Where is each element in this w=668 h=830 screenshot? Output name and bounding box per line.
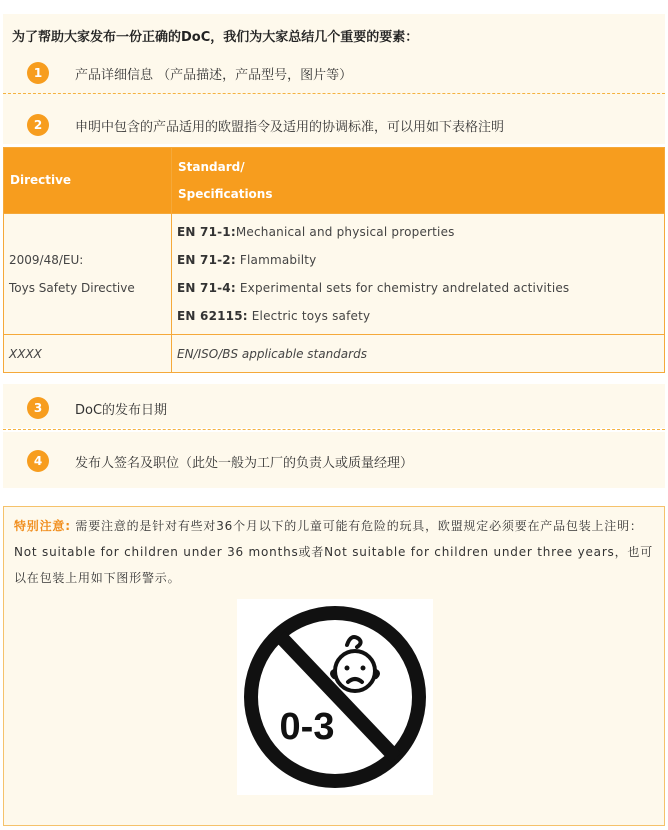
standard-item bbox=[177, 218, 659, 246]
special-note-label: 特别注意: bbox=[14, 519, 71, 533]
step-number-badge: 3 bbox=[27, 397, 49, 419]
directive-code: 2009/48/EU: bbox=[9, 253, 84, 267]
step-text: 发布人签名及职位（此处一般为工厂的负责人或质量经理） bbox=[75, 456, 414, 471]
header-standard-line1: Standard/ bbox=[178, 159, 245, 174]
warning-icon-frame bbox=[237, 599, 433, 795]
step-1 bbox=[3, 54, 665, 92]
step-number-badge: 2 bbox=[27, 114, 49, 136]
special-note-text bbox=[14, 513, 656, 591]
header-directive: Directive bbox=[4, 148, 172, 214]
step-2 bbox=[3, 96, 665, 144]
table-header-row bbox=[4, 148, 665, 214]
standard-code: EN 71-2: bbox=[177, 253, 236, 267]
step-text: 申明中包含的产品适用的欧盟指令及适用的协调标准，可以用如下表格注明 bbox=[75, 120, 505, 135]
special-note-body: 需要注意的是针对有些对36个月以下的儿童可能有危险的玩具，欧盟规定必须要在产品包装上注明： Not suitable for children under 36 months或者Not suitable for children under three years，也可以在包装上用如下图形警示。 bbox=[14, 519, 654, 585]
step-3 bbox=[3, 384, 665, 428]
standard-item bbox=[177, 246, 659, 274]
standard-item bbox=[177, 302, 659, 330]
standard-desc: Flammabilty bbox=[235, 253, 317, 267]
standards-cell bbox=[172, 214, 665, 335]
directive-name: Toys Safety Directive bbox=[9, 281, 135, 295]
standards-cell: EN/ISO/BS applicable standards bbox=[172, 335, 665, 373]
step-number-badge: 4 bbox=[27, 450, 49, 472]
step-4 bbox=[3, 432, 665, 488]
standard-desc: Experimental sets for chemistry andrelated activities bbox=[235, 281, 570, 295]
standard-code: EN 71-4: bbox=[177, 281, 236, 295]
divider bbox=[3, 429, 665, 430]
standard-desc: Mechanical and physical properties bbox=[235, 225, 455, 239]
directive-cell bbox=[4, 214, 172, 335]
not-suitable-under-3-icon bbox=[237, 599, 433, 795]
special-note-box bbox=[3, 506, 665, 826]
directive-table bbox=[3, 147, 665, 373]
step-text: 产品详细信息 （产品描述，产品型号，图片等） bbox=[75, 68, 353, 83]
age-range-label: 0-3 bbox=[279, 706, 335, 748]
header-standard bbox=[172, 148, 665, 214]
standard-code: EN 62115: bbox=[177, 309, 248, 323]
standard-item bbox=[177, 274, 659, 302]
table-row bbox=[4, 335, 665, 373]
step-text: DoC的发布日期 bbox=[75, 403, 168, 418]
header-standard-line2: Specifications bbox=[178, 186, 273, 201]
standard-code: EN 71-1: bbox=[177, 225, 236, 239]
divider bbox=[3, 93, 665, 94]
table-row bbox=[4, 214, 665, 335]
standard-desc: Electric toys safety bbox=[247, 309, 371, 323]
step-number-badge: 1 bbox=[27, 62, 49, 84]
page-heading: 为了帮助大家发布一份正确的DoC，我们为大家总结几个重要的要素： bbox=[12, 30, 419, 45]
directive-cell: XXXX bbox=[4, 335, 172, 373]
